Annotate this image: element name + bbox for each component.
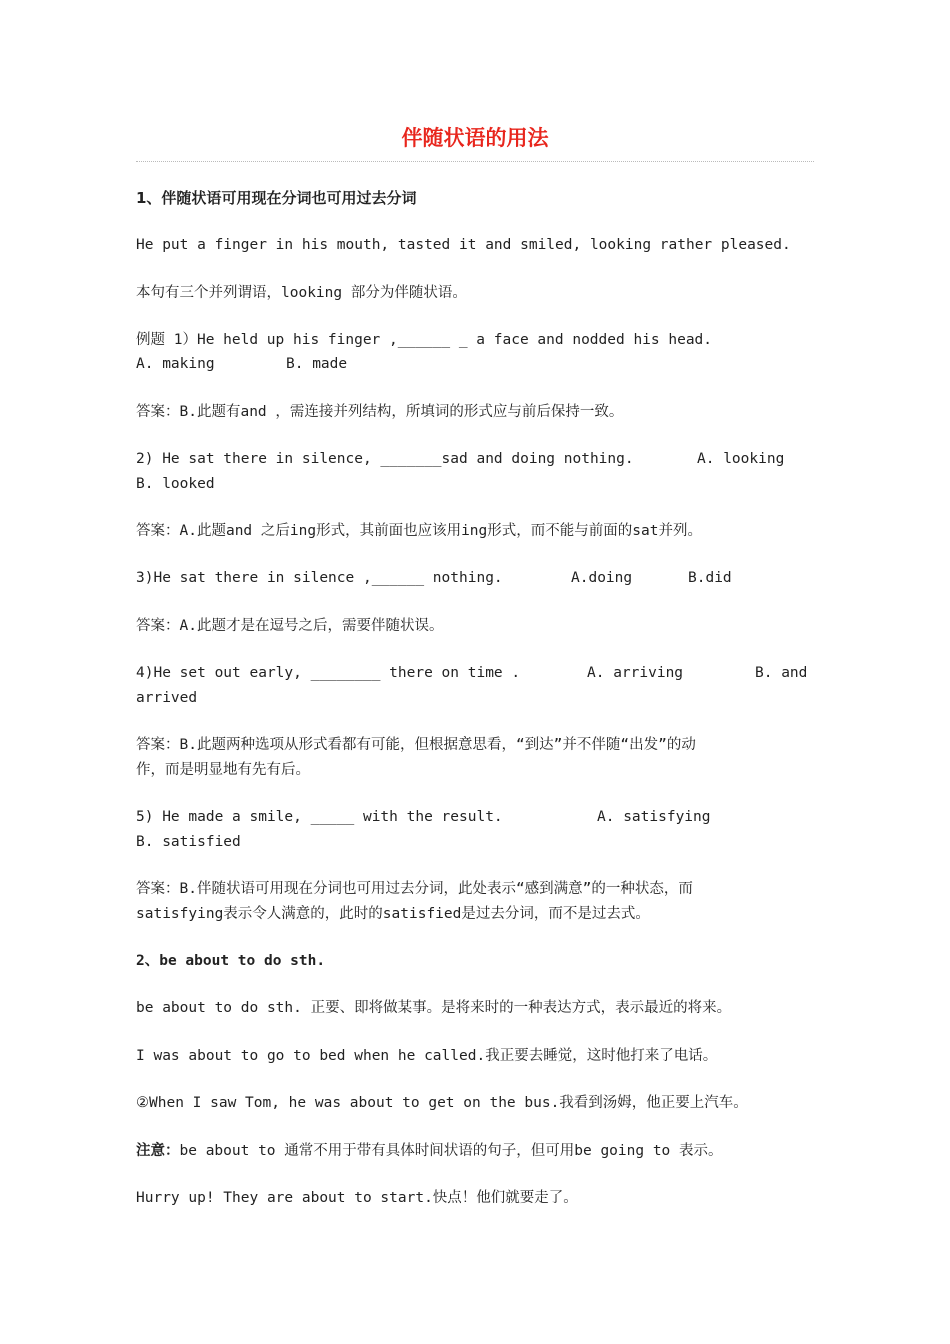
section-1-heading: 1、伴随状语可用现在分词也可用过去分词 [136,189,417,207]
question-1-option-a: A. making [136,356,215,372]
question-4-stem: 4)He set out early, ________ there on time . [136,665,521,681]
note-label: 注意： [136,1143,180,1159]
note-text: be about to 通常不用于带有具体时间状语的句子，但可用be going to 表示。 [179,1143,723,1159]
question-5-answer-line-1: 答案：B.伴随状语可用现在分词也可用过去分词，此处表示“感到满意”的一种状态，而 [136,881,693,897]
question-5-answer-line-2: satisfying表示令人满意的，此时的satisfied是过去分词，而不是过去式。 [136,906,650,922]
question-2-option-a: A. looking [697,451,785,467]
question-4-option-a: A. arriving [587,665,684,681]
section-2-note [136,1139,816,1163]
question-3-answer: 答案：A.此题才是在逗号之后，需要伴随状误。 [136,618,444,634]
question-1-option-b: B. made [286,356,348,372]
section-1-explanation: 本句有三个并列谓语，looking 部分为伴随状语。 [136,285,467,301]
question-4-option-b: B. and [755,665,808,681]
question-5-option-a: A. satisfying [597,809,711,825]
question-2-option-b: B. looked [136,476,215,492]
section-2-example-2: ②When I saw Tom, he was about to get on the bus.我看到汤姆，他正要上汽车。 [136,1095,748,1111]
question-4-option-b-continued: arrived [136,690,198,706]
question-1-stem: 例题 1）He held up his finger ,______ _ a face and nodded his head. [136,332,713,348]
question-2-stem: 2) He sat there in silence, _______sad and doing nothing. [136,451,634,467]
section-2-example-1: I was about to go to bed when he called.我正要去睡觉，这时他打来了电话。 [136,1048,718,1064]
section-2-heading: 2、be about to do sth. [136,953,326,969]
question-4-answer-line-1: 答案：B.此题两种选项从形式看都有可能，但根据意思看，“到达”并不伴随“出发”的动 [136,737,696,753]
question-3-option-b: B.did [688,570,732,586]
question-3-option-a: A.doing [571,570,633,586]
question-2-answer: 答案：A.此题and 之后ing形式，其前面也应该用ing形式，而不能与前面的sat并列。 [136,523,702,539]
question-5-option-b: B. satisfied [136,834,241,850]
title-divider [136,161,814,162]
section-2-example-3: Hurry up! They are about to start.快点！他们就要走了。 [136,1190,578,1206]
section-1-example: He put a finger in his mouth, tasted it and smiled, looking rather pleased. [136,237,791,253]
page-title: 伴随状语的用法 [401,126,549,150]
question-1-answer: 答案：B.此题有and ，需连接并列结构，所填词的形式应与前后保持一致。 [136,404,624,420]
question-3-stem: 3)He sat there in silence ,______ nothing. [136,570,503,586]
question-4-answer-line-2: 作，而是明显地有先有后。 [136,762,310,778]
question-5-stem: 5) He made a smile, _____ with the result. [136,809,503,825]
section-2-definition: be about to do sth. 正要、即将做某事。是将来时的一种表达方式，表示最近的将来。 [136,1000,732,1016]
